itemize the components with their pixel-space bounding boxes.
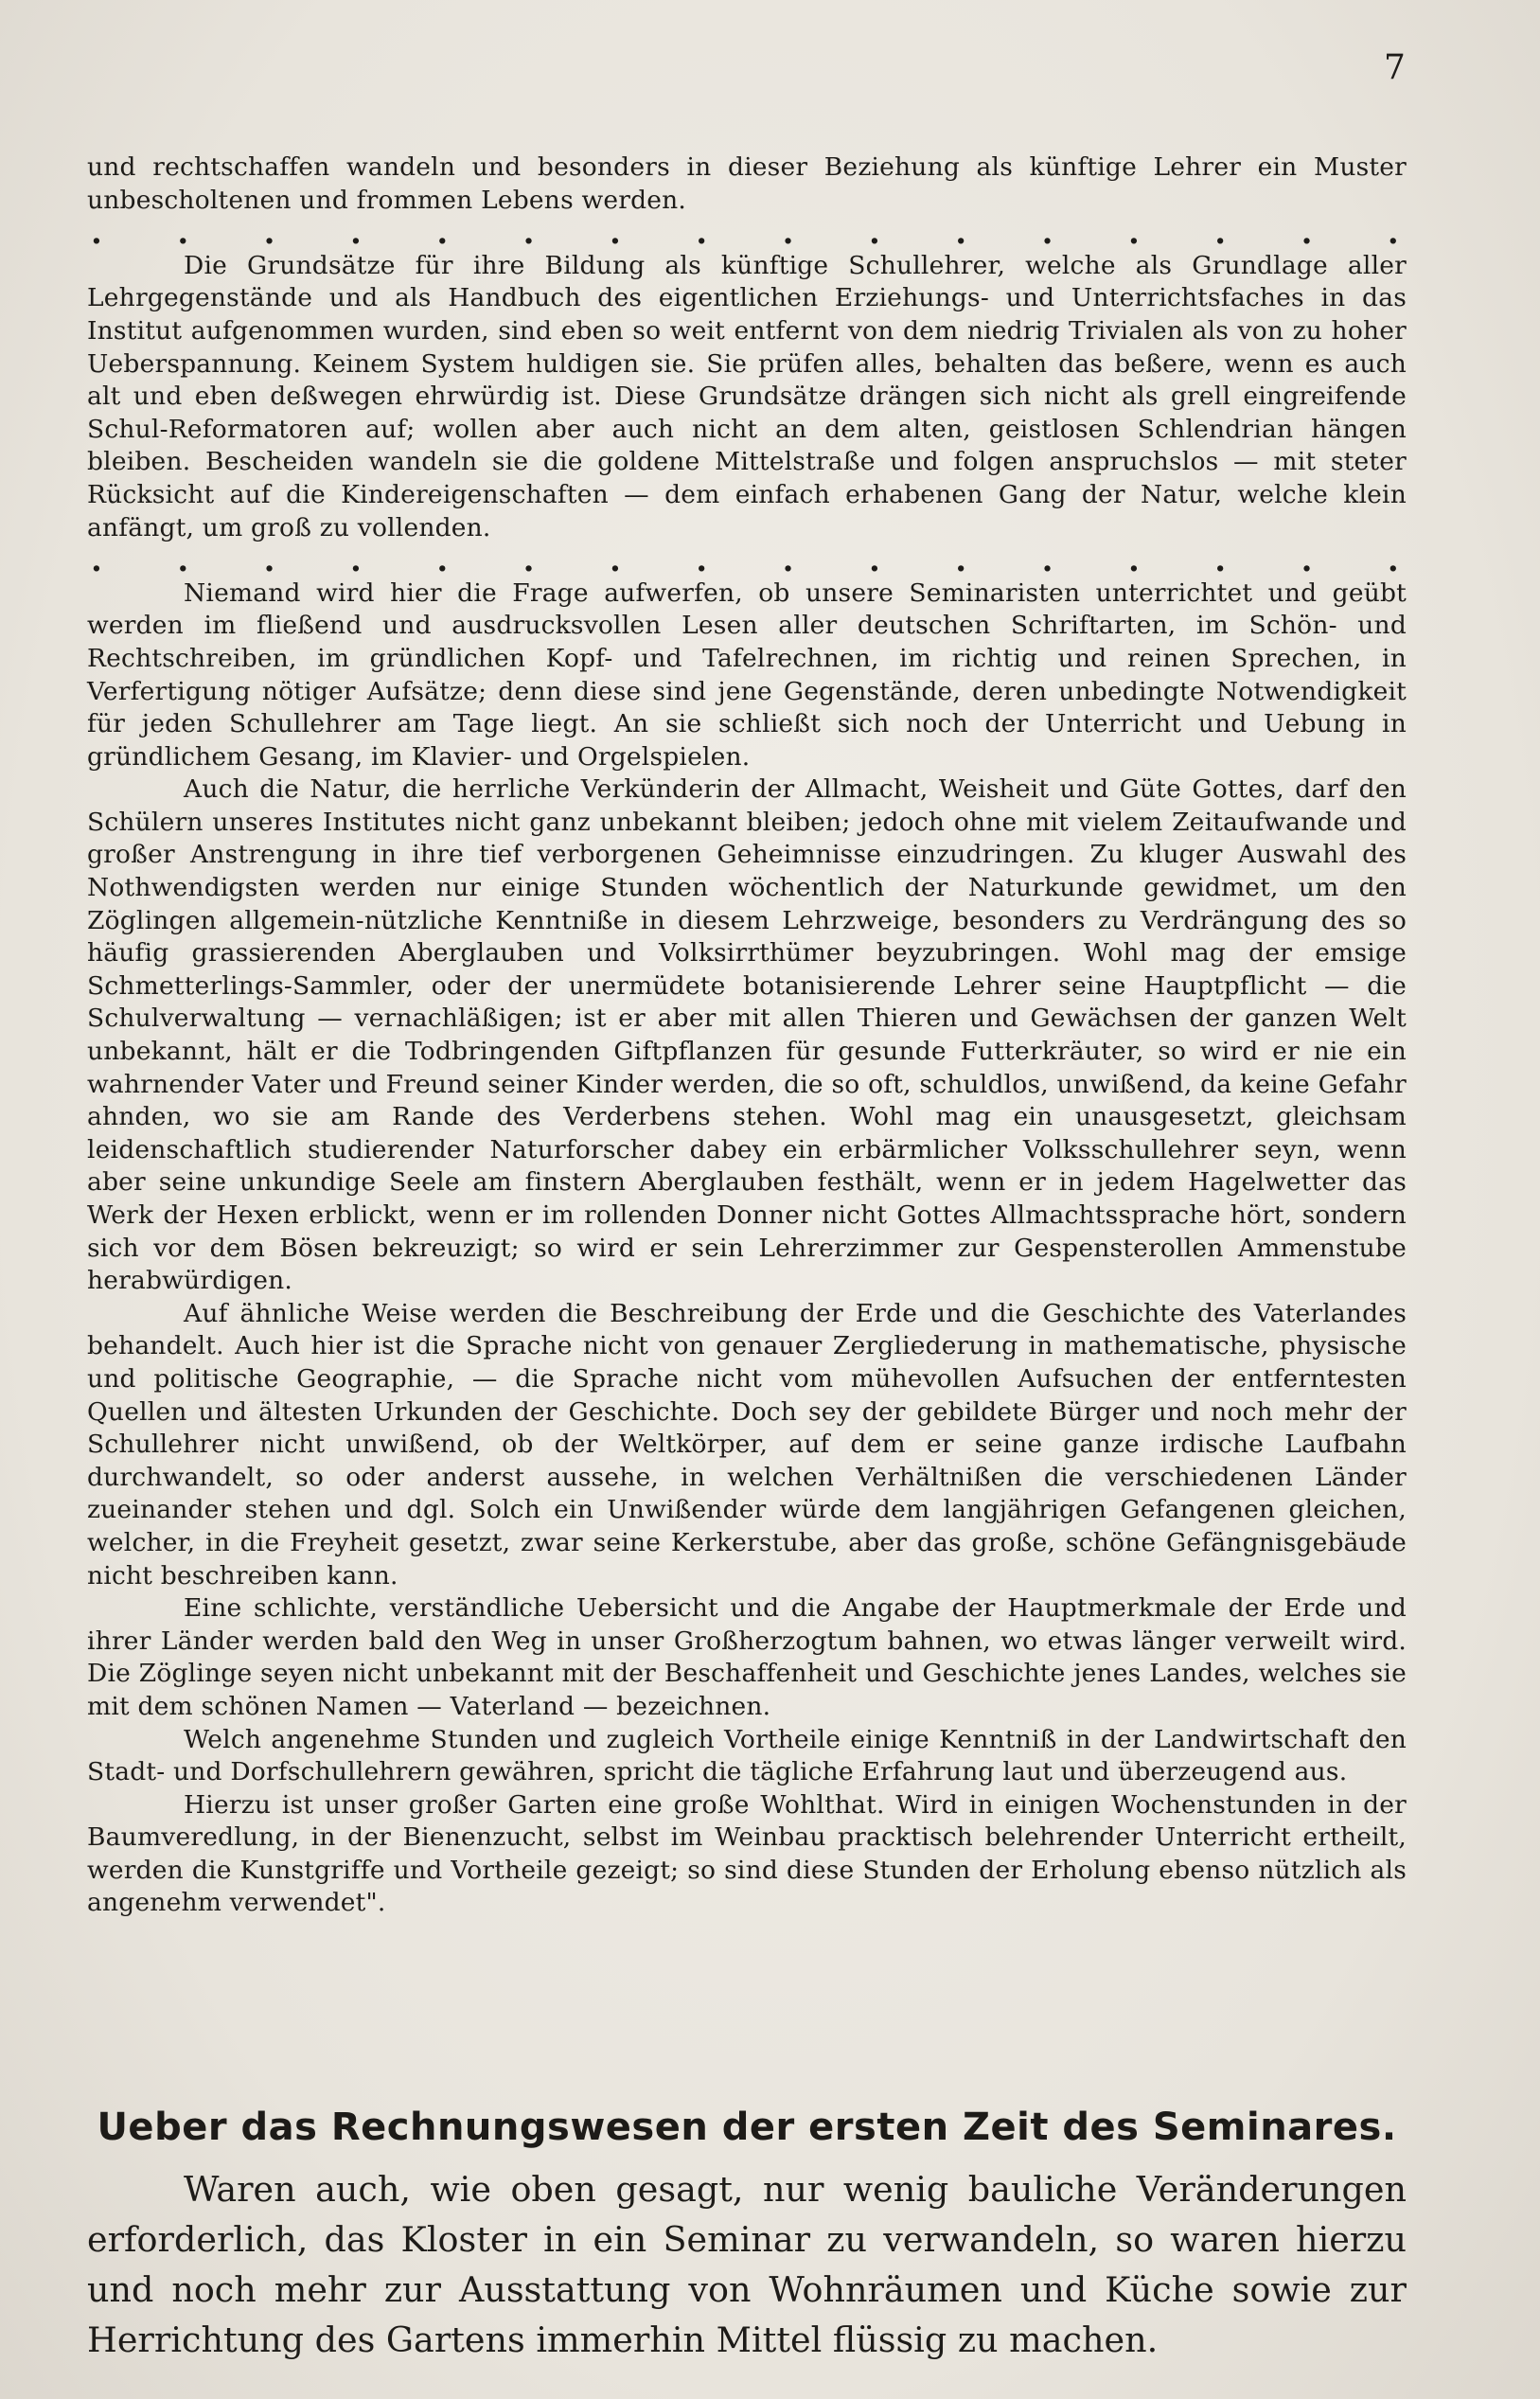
paragraph: Eine schlichte, verständliche Uebersicht und die Angabe der Hauptmerkmale der Erde und ihrer Länder werden bald den Weg in unser Großherzogtum bahnen, wo etwas länger verweilt wird. Die Zöglinge seyen nicht unbekannt mit der Beschaffenheit und Geschichte jenes Landes, welches sie mit dem schönen Namen — Vaterland — bezeichnen. [87, 1593, 1407, 1721]
ellipsis-dot: . [1127, 542, 1140, 580]
paragraph: Die Grundsätze für ihre Bildung als künftige Schullehrer, welche als Grundlage aller Lehrgegenstände und als Handbuch des eigentlichen Erziehungs- und Unterrichtsfaches in das Institut aufgenommen wurden, sind eben so weit entfernt von dem niedrig Trivialen als von zu hoher Ueberspannung. Keinem System huldigen sie. Sie prüfen alles, behalten das beßere, wenn es auch alt und eben deßwegen ehrwürdig ist. Diese Grundsätze drängen sich nicht als grell eingreifende Schul-Reformatoren auf; wollen aber auch nicht an dem alten, geistlosen Schlendrian hängen bleiben. Bescheiden wandeln sie die goldene Mittelstraße und folgen anspruchslos — mit steter Rücksicht auf die Kindereigenschaften — dem einfach erhabenen Gang der Natur, welche klein anfängt, um groß zu vollenden. [87, 250, 1407, 542]
ellipsis-dot: . [1214, 214, 1227, 253]
page-number: 7 [1384, 48, 1406, 87]
ellipsis-dot: . [696, 214, 708, 253]
ellipsis-dot: . [1387, 542, 1399, 580]
ellipsis-dot: . [782, 214, 794, 253]
ellipsis-dot: . [1127, 214, 1140, 253]
section-heading: Ueber das Rechnungswesen der ersten Zeit des Seminares. [97, 2106, 1397, 2149]
paragraph-continuation: und rechtschaffen wandeln und besonders in dieser Beziehung als künftige Lehrer ein Muster unbescholtenen und frommen Lebens werden. [87, 152, 1407, 215]
ellipsis-dot: . [1301, 214, 1313, 253]
ellipsis-dot: . [868, 214, 880, 253]
ellipsis-dot: . [1214, 542, 1227, 580]
ellipsis-dot: . [177, 214, 189, 253]
closing-paragraph: Waren auch, wie oben gesagt, nur wenig bauliche Veränderungen erforderlich, das Kloster in ein Seminar zu verwandeln, so waren hierzu und noch mehr zur Ausstattung von Wohnräumen und Küche sowie zur Herrichtung des Gartens immerhin Mittel flüssig zu machen. [87, 2169, 1407, 2360]
body-text [87, 151, 1407, 1920]
ellipsis-row [87, 214, 1407, 253]
ellipsis-dot: . [91, 214, 103, 253]
ellipsis-dot: . [263, 214, 275, 253]
paragraph: Niemand wird hier die Frage aufwerfen, ob unsere Seminaristen unterrichtet und geübt werden im fließend und ausdrucksvollen Lesen aller deutschen Schriftarten, im Schön- und Rechtschreiben, im gründlichen Kopf- und Tafelrechnen, im richtig und reinen Sprechen, in Verfertigung nötiger Aufsätze; denn diese sind jene Gegenstände, deren unbedingte Notwendigkeit für jeden Schullehrer am Tage liegt. An sie schließt sich noch der Unterricht und Uebung in gründlichem Gesang, im Klavier- und Orgelspielen. [87, 578, 1407, 772]
ellipsis-dot: . [1301, 542, 1313, 580]
ellipsis-dot: . [436, 214, 449, 253]
ellipsis-dot: . [349, 542, 363, 580]
ellipsis-dot: . [436, 542, 449, 580]
ellipsis-dot: . [522, 542, 535, 580]
paragraph: Welch angenehme Stunden und zugleich Vortheile einige Kenntniß in der Landwirtschaft den Stadt- und Dorfschullehrern gewähren, spricht die tägliche Erfahrung laut und überzeugend aus. [87, 1724, 1407, 1787]
ellipsis-dot: . [349, 214, 363, 253]
ellipsis-dot: . [955, 214, 967, 253]
paragraph: Auch die Natur, die herrliche Verkünderin der Allmacht, Weisheit und Güte Gottes, darf den Schülern unseres Institutes nicht ganz unbekannt bleiben; jedoch ohne mit vielem Zeitaufwande und großer Anstrengung in ihre tief verborgenen Geheimnisse einzudringen. Zu kluger Auswahl des Nothwendigsten werden nur einige Stunden wöchentlich der Naturkunde gewidmet, um den Zöglingen allgemein-nützliche Kenntniße in diesem Lehrzweige, besonders zu Verdrängung des so häufig grassierenden Aberglauben und Volksirrthümer beyzubringen. Wohl mag der emsige Schmetterlings-Sammler, oder der unermüdete botanisierende Lehrer seine Hauptpflicht — die Schulverwaltung — vernachläßigen; ist er aber mit allen Thieren und Gewächsen der ganzen Welt unbekannt, hält er die Todbringenden Giftpflanzen für gesunde Futterkräuter, so wird er nie ein wahrnender Vater und Freund seiner Kinder werden, die so oft, schuldlos, unwißend, da keine Gefahr ahnden, wo sie am Rande des Verderbens stehen. Wohl mag ein unausgesetzt, gleichsam leidenschaftlich studierender Naturforscher dabey ein erbärmlicher Volksschullehrer seyn, wenn aber seine unkundige Seele am finstern Aberglauben festhält, wenn er in jedem Hagelwetter das Werk der Hexen erblickt, wenn er im rollenden Donner nicht Gottes Allmachtssprache hört, sondern sich vor dem Bösen bekreuzigt; so wird er sein Lehrerzimmer zur Gespensterollen Ammenstube herabwürdigen. [87, 774, 1407, 1296]
paragraph: Auf ähnliche Weise werden die Beschreibung der Erde und die Geschichte des Vaterlandes behandelt. Auch hier ist die Sprache nicht von genauer Zergliederung in mathematische, physische und politische Geographie, — die Sprache nicht vom mühevollen Aufsuchen der entferntesten Quellen und ältesten Urkunden der Geschichte. Doch sey der gebildete Bürger und noch mehr der Schullehrer nicht unwißend, ob der Weltkörper, auf dem er seine ganze irdische Laufbahn durchwandelt, so oder anderst aussehe, in welchen Verhältnißen die verschiedenen Länder zueinander stehen und dgl. Solch ein Unwißender würde dem langjährigen Gefangenen gleichen, welcher, in die Freyheit gesetzt, zwar seine Kerkerstube, aber das große, schöne Gefängnisgebäude nicht beschreiben kann. [87, 1298, 1407, 1590]
ellipsis-dot: . [609, 542, 622, 580]
ellipsis-dot: . [177, 542, 189, 580]
ellipsis-dot: . [1387, 214, 1399, 253]
ellipsis-dot: . [782, 542, 794, 580]
ellipsis-dot: . [522, 214, 535, 253]
ellipsis-dot: . [868, 542, 880, 580]
ellipsis-dot: . [1041, 542, 1053, 580]
paragraph: Hierzu ist unser großer Garten eine große Wohlthat. Wird in einigen Wochenstunden in der Baumveredlung, in der Bienenzucht, selbst im Weinbau pracktisch belehrender Unterricht ertheilt, werden die Kunstgriffe und Vortheile gezeigt; so sind diese Stunden der Erholung ebenso nützlich als angenehm verwendet". [87, 1789, 1407, 1918]
ellipsis-dot: . [263, 542, 275, 580]
ellipsis-row [87, 544, 1407, 578]
ellipsis-dot: . [696, 542, 708, 580]
ellipsis-dot: . [609, 214, 622, 253]
ellipsis-dot: . [91, 542, 103, 580]
ellipsis-dot: . [1041, 214, 1053, 253]
ellipsis-dot: . [955, 542, 967, 580]
